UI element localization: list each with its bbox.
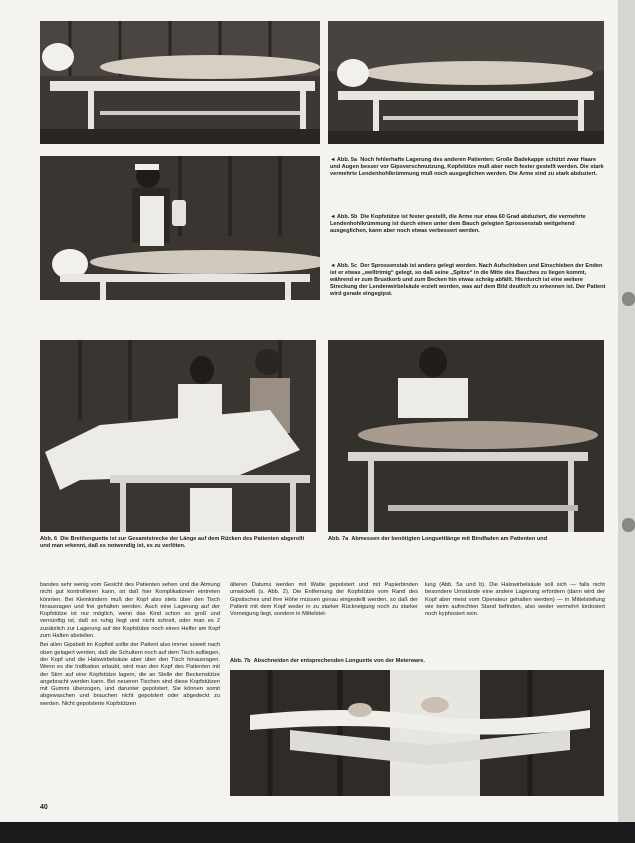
- caption-label: Abb. 5a: [336, 157, 358, 163]
- photo-abb7a: [328, 340, 604, 532]
- photo-abb5b-top: [328, 21, 604, 144]
- caption-text: Die Breitlonguette ist zur Gesamtstrecke der Länge auf dem Rücken des Patienten abgerollt und man erkennt, daß es notwendig ist, es zu verlöten.: [40, 536, 305, 549]
- binding-mark: [622, 518, 635, 532]
- paragraph: bandes sehr wenig vom Gesicht des Patienten sehen und die Atmung nicht gut kontrollieren kann, ist daß hier Komplikationen eintreten könnten. Bei Kleinkindern muß der Kopf also stets über den Tisch hinausragen und frei gehalten werden. Auch eine Lagerung auf der Kopfstütze ist nur möglich, wenn das Kind schon so groß und vernünftig ist, daß es ruhig liegt und nicht schreit, oder man es 2 zusätzlich zur Lagerung auf der Kopfstütze noch einen Helfer am Kopf zum Halten abstellen.: [40, 582, 220, 640]
- caption-abb5a: ◄ Abb. 5a Noch fehlerhafte Lagerung des anderen Patienten: Große Badekappe schützt zwar Haare und Augen besser vor Gipsverschmutzung, Kopfstütze muß aber noch fester gestellt werden. Die stark vermehrte Lendenhohlkrümmung muß noch ausgeglichen werden. Die Arme sind zu stark abduziert.: [330, 157, 604, 177]
- caption-text: Die Kopfstütze ist fester gestellt, die Arme nur etwa 60 Grad abduziert, die vermehrte Lendenhohlkrümmung ist durch einen unter dem Bauch gelegten Sprossenstab weitgehend ausgeglichen, kann aber noch etwas verbessert werden.: [330, 214, 586, 234]
- paragraph: älteren Datums werden mit Watte gepolstert und mit Papierbinden umwickelt (s. Abb. 2). Die Entfernung der Kopfstütze vom Rand des Gipstisches und ihre Höhe müssen genau eingestellt werden, so daß der Patient mit dem Kopf weder in zu starker Rückneigung noch zu starker Vorneigung liegt, sondern in Mittelstel-: [230, 582, 418, 618]
- caption-label: Abb. 7b: [230, 658, 251, 664]
- photo-abb6: [40, 340, 316, 532]
- photo-abb5a: [40, 21, 320, 144]
- paragraph: Bei allen Gipsbett im Kopfteil sollte der Patient also immer soweit nach oben gelagert werden, daß die Schultern noch auf dem Tisch aufliegen, der Kopf und die Halswirbelsäule aber über den Tisch hinausragen. Wenn es die Indikation erlaubt, wird man den Kopf des Patienten mit der Stirn auf eine Kopfstütze lagern, die an Stelle der Beckenstütze angebracht werden kann. Bei neueren Tischen sind diese Kopfstützen mit Gummi überzogen, und darunter gepolstert. Sie können somit abgewaschen und brauchen nicht gepolstert oder abgedeckt zu werden. Nicht gepolsterte Kopfstützen: [40, 642, 220, 707]
- caption-abb7a: [328, 536, 604, 543]
- caption-label: Abb. 7a: [328, 536, 349, 542]
- paragraph: lung (Abb. 5a und b). Die Halswirbelsäule soll sich — falls nicht besondere Umstände eine andere Lagerung erfordern (dann wird der Kopf aber meist vom Operateur gehalten werden) — in Mittelstellung wie beim aufrechten Stand befinden, also weder vermehrt lordosiert noch kyphosiert sein.: [425, 582, 605, 618]
- page-number: 40: [40, 804, 48, 811]
- caption-abb5c: ◄ Abb. 5c Der Sprossenstab ist anders gelegt worden. Nach Aufschieben und Einschieben der Enden ist er etwas „welltrimig“ gelegt, so daß seine „Spitze“ in die Mitte des Bauches zu liegen kommt, während er zum Brustkorb und zum Becken hin etwas schräg abfällt. Hierdurch ist eine weitere Streckung der Lendenwirbelsäule erzielt worden, was auf dem Bild deutlich zu erkennen ist. Der Patient wird gerade eingegipst.: [330, 263, 606, 297]
- caption-text: Der Sprossenstab ist anders gelegt worden. Nach Aufschieben und Einschieben der Enden ist er etwas „welltrimig“ gelegt, so daß seine „Spitze“ in die Mitte des Bauches zu liegen kommt, während er zum Brustkorb und zum Becken hin etwas schräg abfällt. Hierdurch ist eine weitere Streckung der Lendenwirbelsäule erzielt worden, was auf dem Bild deutlich zu erkennen ist. Der Patient wird gerade eingegipst.: [330, 263, 606, 297]
- photo-abb7b: [230, 670, 604, 796]
- caption-text: Abmessen der benötigten Longuettlänge mit Bindfaden am Patienten und: [351, 536, 548, 542]
- binding-mark: [622, 292, 635, 306]
- page-edge: [618, 0, 635, 843]
- scan-bottom-border: [0, 822, 635, 843]
- caption-text: Abschneiden der entsprechenden Longuette von der Meterware.: [253, 658, 425, 664]
- text-column-middle: [230, 582, 418, 620]
- caption-abb5b: ◄ Abb. 5b Die Kopfstütze ist fester gestellt, die Arme nur etwa 60 Grad abduziert, die vermehrte Lendenhohlkrümmung ist durch einen unter dem Bauch gelegten Sprossenstab weitgehend ausgeglichen, kann aber noch etwas verbessert werden.: [330, 214, 586, 234]
- text-column-left: [40, 582, 220, 710]
- caption-abb6: [40, 536, 316, 550]
- text-column-right: [425, 582, 605, 620]
- caption-abb7b: [230, 658, 606, 665]
- caption-label: Abb. 5b: [336, 214, 358, 220]
- caption-label: Abb. 5c: [336, 263, 358, 269]
- caption-text: Noch fehlerhafte Lagerung des anderen Patienten: Große Badekappe schützt zwar Haare und Augen besser vor Gipsverschmutzung, Kopfstütze muß aber noch fester gestellt werden. Die stark vermehrte Lendenhohlkrümmung muß noch ausgeglichen werden. Die Arme sind zu stark abduziert.: [330, 157, 604, 177]
- caption-label: Abb. 6: [40, 536, 58, 542]
- photo-abb5c: [40, 156, 320, 300]
